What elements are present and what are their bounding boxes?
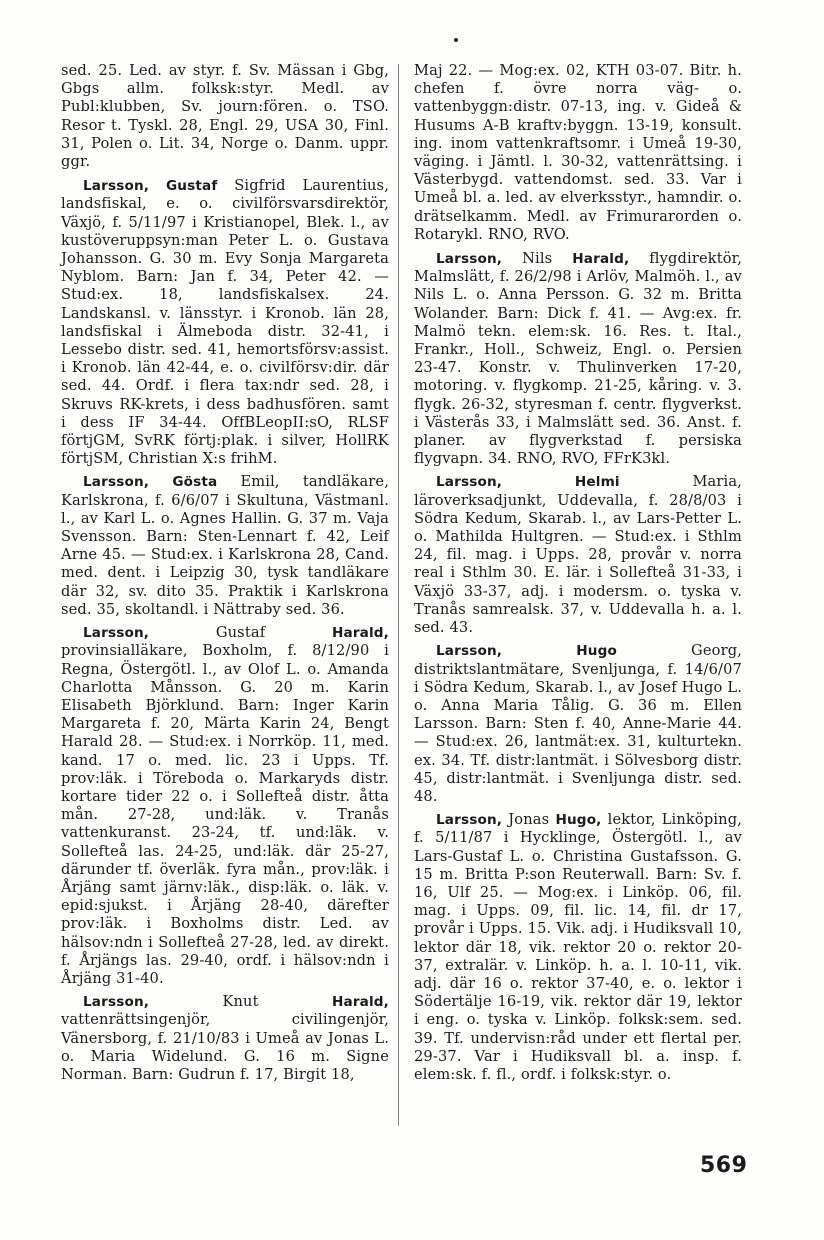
entry-name: Larsson, (83, 994, 150, 1011)
print-mark (454, 38, 458, 42)
entry-name: Larsson, Gösta (83, 474, 218, 491)
entry-larsson-hugo (414, 642, 742, 806)
entry-continuation (61, 62, 389, 171)
entry-text: sed. 25. Led. av styr. f. Sv. Mässan i Gbg, Gbgs allm. folksk:styr. Medl. av Publ:klubben, Sv. journ:fören. o. TSO. Resor t. Tyskl. 28, Engl. 29, USA 30, Finl. 31, Polen o. Lit. 34, Norge o. Danm. uppr. ggr. (61, 62, 389, 171)
entry-given-name: Gustaf (149, 624, 332, 642)
entry-text: provinsialläkare, Boxholm, f. 8/12/90 i Regna, Östergötl. l., av Olof L. o. Amanda Charlotta Månsson. G. 20 m. Karin Elisabeth Björklund. Barn: Inger Karin Margareta f. 20, Märta Karin 24, Bengt Harald 28. — Stud:ex. i Norrköp. 11, med. kand. 17 o. med. lic. 23 i Upps. Tf. prov:läk. i Töreboda o. Markaryds distr. kortare tider 22 o. i Sollefteå distr. åtta mån. 27-28, und:läk. v. Tranås vattenkuranst. 23-24, tf. und:läk. v. Sollefteå las. 24-25, und:läk. där 25-27, därunder tf. överläk. fyra mån., prov:läk. i Årjäng samt järnv:läk., disp:läk. o. läk. v. epid:sjukst. i Årjäng 28-40, därefter prov:läk. i Boxholms distr. Led. av hälsov:ndn i Sollefteå 27-28, led. av direkt. f. Årjängs las. 29-40, ordf. i hälsov:ndn i Årjäng 31-40. (61, 642, 389, 987)
entry-given-name: Jonas (502, 811, 556, 829)
entry-name: Larsson, Hugo (436, 643, 617, 660)
entry-name: Larsson, (436, 251, 503, 268)
page-number: 569 (700, 1153, 748, 1178)
entry-given-name: Knut (149, 993, 332, 1011)
entry-text: Maria, läroverksadjunkt, Uddevalla, f. 28/8/03 i Södra Kedum, Skarab. l., av Lars-Petter L. o. Mathilda Hultgren. — Stud:ex. i Sthlm 24, fil. mag. i Upps. 28, provår v. norra real i Sthlm 30. E. lär. i Sollefteå 31-33, i Växjö 33-37, adj. i modersm. o. tyska v. Tranås samrealsk. 37, v. Uddevalla h. a. l. sed. 43. (414, 473, 742, 637)
entry-text: Sigfrid Laurentius, landsfiskal, e. o. civilförsvarsdirektör, Växjö, f. 5/11/97 i Kristianopel, Blek. l., av kustöveruppsyn:man Peter L. o. Gustava Johansson. G. 30 m. Evy Sonja Margareta Nyblom. Barn: Jan f. 34, Peter 42. — Stud:ex. 18, landsfiskalsex. 24. Landskansl. v. länsstyr. i Kronob. län 28, landsfiskal i Älmeboda distr. 32-41, i Lessebo distr. sed. 41, hemortsförsv:assist. i Kronob. län 42-44, e. o. civilförsv:dir. där sed. 44. Ordf. i flera tax:ndr sed. 28, i Skruvs RK-krets, i dess badhusfören. samt i dess IF 34-44. OffBLeopII:sO, RLSF förtjGM, SvRK förtj:plak. i silver, HollRK förtjSM, Christian X:s frihM. (61, 177, 389, 468)
entry-larsson-gosta (61, 473, 389, 619)
entry-larsson-jonas-hugo (414, 811, 742, 1084)
entry-text: Maj 22. — Mog:ex. 02, KTH 03-07. Bitr. h. chefen f. övre norra väg- o. vattenbyggn:distr. 07-13, ing. v. Gideå & Husums A-B kraftv:byggn. 13-19, konsult. ing. inom vattenkraftsomr. i Umeå 19-30, väging. i Jämtl. l. 30-32, vattenrättsing. i Västerbygd. vattendomst. sed. 33. Var i Umeå bl. a. led. av elverksstyr., hamndir. o. drätselkamm. Medl. av Frimurarorden o. Rotarykl. RNO, RVO. (414, 62, 742, 243)
entry-name: Larsson, (436, 812, 503, 829)
entry-text: flygdirektör, Malmslätt, f. 26/2/98 i Arlöv, Malmöh. l., av Nils L. o. Anna Persson. G. 32 m. Britta Wolander. Barn: Dick f. 41. — Avg:ex. fr. Malmö tekn. elem:sk. 16. Res. t. Ital., Frankr., Holl., Schweiz, Engl. o. Persien 23-47. Konstr. v. Thulinverken 17-20, motoring. v. flygkomp. 21-25, kåring. v. 3. flygk. 26-32, styresman f. centr. flygverkst. i Västerås 33, i Malmslätt sed. 36. Anst. f. planer. av flygverkstad f. persiska flygvapn. 34. RNO, RVO, FFrK3kl. (414, 250, 742, 468)
entry-text: Georg, distriktslantmätare, Svenljunga, f. 14/6/07 i Södra Kedum, Skarab. l., av Josef Hugo L. o. Anna Maria Tålig. G. 36 m. Ellen Larsson. Barn: Sten f. 40, Anne-Marie 44. — Stud:ex. 26, lantmät:ex. 31, kulturtekn. ex. 34. Tf. distr:lantmät. i Sölvesborg distr. 45, distr:lantmät. i Svenljunga distr. sed. 48. (414, 642, 742, 805)
entry-name-bold: Hugo, (555, 812, 602, 829)
entry-larsson-gustaf (61, 177, 389, 468)
entry-larsson-gustaf-harald (61, 624, 389, 988)
entry-text: vattenrättsingenjör, civilingenjör, Vänersborg, f. 21/10/83 i Umeå av Jonas L. o. Maria Widelund. G. 16 m. Signe Norman. Barn: Gudrun f. 17, Birgit 18, (61, 1011, 389, 1083)
left-column (61, 62, 389, 1089)
entry-larsson-knut-harald (61, 993, 389, 1084)
entry-name-bold: Harald, (572, 251, 630, 268)
entry-name: Larsson, Helmi (436, 474, 620, 491)
column-divider (398, 64, 399, 1126)
entry-text: Emil, tandläkare, Karlskrona, f. 6/6/07 i Skultuna, Västmanl. l., av Karl L. o. Agnes Hallin. G. 37 m. Vaja Svensson. Barn: Sten-Lennart f. 42, Leif Arne 45. — Stud:ex. i Karlskrona 28, Cand. med. dent. i Leipzig 30, tysk tandläkare där 32, sv. dito 35. Praktik i Karlskrona sed. 35, skoltandl. i Nättraby sed. 36. (61, 473, 389, 618)
entry-name: Larsson, Gustaf (83, 178, 218, 195)
entry-name-bold: Harald, (331, 994, 389, 1011)
entry-given-name: Nils (502, 250, 573, 268)
entry-larsson-helmi (414, 473, 742, 637)
entry-continuation (414, 62, 742, 244)
entry-text: lektor, Linköping, f. 5/11/87 i Hycklinge, Östergötl. l., av Lars-Gustaf L. o. Christina Gustafsson. G. 15 m. Britta P:son Reuterwall. Barn: Sv. f. 16, Ulf 25. — Mog:ex. i Linköp. 06, fil. mag. i Upps. 09, fil. lic. 14, fil. dr 17, provår i Upps. 15. Vik. adj. i Hudiksvall 10, lektor där 18, vik. rektor 20 o. rektor 20-37, extralär. v. Linköp. h. a. l. 10-11, vik. adj. där 16 o. rektor 37-40, e. o. lektor i Södertälje 16-19, vik. rektor där 19, lektor i eng. o. tyska v. Linköp. folksk:sem. sed. 39. Tf. undervisn:råd under ett flertal per. 29-37. Var i Hudiksvall bl. a. insp. f. elem:sk. f. fl., ordf. i folksk:styr. o. (414, 811, 742, 1083)
entry-name: Larsson, (83, 625, 150, 642)
entry-larsson-nils-harald (414, 250, 742, 468)
right-column (414, 62, 742, 1089)
entry-name-bold: Harald, (331, 625, 389, 642)
